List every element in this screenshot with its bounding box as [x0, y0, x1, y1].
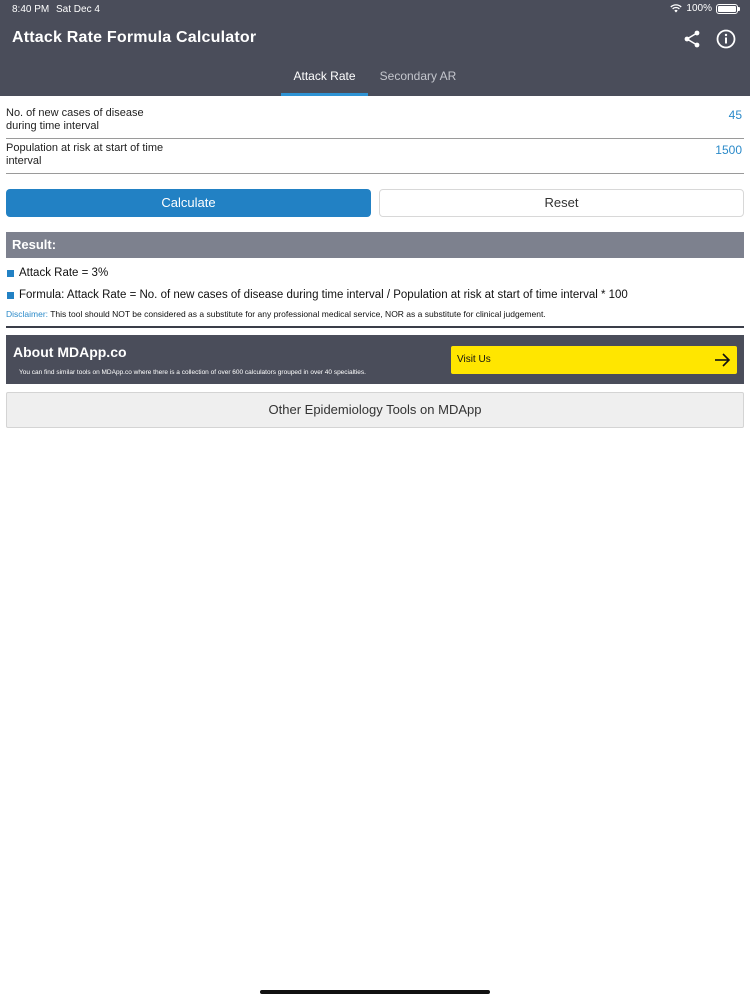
share-icon — [682, 29, 702, 49]
info-button[interactable] — [715, 28, 737, 50]
about-text: You can find similar tools on MDApp.co where there is a collection of over 600 calculators grouped in over 40 specialties. — [19, 369, 366, 376]
tab-secondary-ar[interactable]: Secondary AR — [379, 69, 457, 83]
status-indicators — [670, 3, 738, 14]
population-input[interactable] — [542, 143, 742, 157]
new-cases-label: No. of new cases of disease during time interval — [6, 107, 144, 132]
bullet-icon — [7, 270, 14, 277]
bullet-icon — [7, 292, 14, 299]
arrow-right-icon — [713, 352, 731, 368]
population-row — [6, 139, 744, 174]
result-line-attack-rate — [7, 267, 108, 279]
calculate-button[interactable]: Calculate — [6, 189, 371, 217]
status-bar — [0, 0, 750, 18]
result-line-formula — [7, 289, 628, 301]
attack-rate-result: Attack Rate = 3% — [19, 267, 109, 279]
disclaimer — [6, 309, 546, 319]
share-button[interactable] — [682, 29, 702, 49]
battery-percent: 100% — [686, 3, 712, 14]
battery-icon — [716, 4, 738, 14]
disclaimer-label: Disclaimer: — [6, 309, 49, 319]
divider — [6, 326, 744, 328]
reset-button[interactable]: Reset — [379, 189, 744, 217]
new-cases-row — [6, 104, 744, 139]
new-cases-input[interactable] — [542, 108, 742, 122]
disclaimer-text: This tool should NOT be considered as a substitute for any professional medical service, NOR as a substitute for clinical judgement. — [48, 309, 546, 319]
app-header — [0, 0, 750, 96]
visit-us-label: Visit Us — [457, 354, 491, 365]
about-banner — [6, 335, 744, 384]
status-time: 8:40 PM — [12, 4, 50, 15]
home-indicator[interactable] — [260, 990, 490, 994]
wifi-icon — [670, 4, 682, 13]
other-epidemiology-tools-button[interactable]: Other Epidemiology Tools on MDApp — [6, 392, 744, 428]
result-header: Result: — [6, 232, 744, 258]
population-label: Population at risk at start of time interval — [6, 142, 164, 167]
formula-text: Formula: Attack Rate = No. of new cases of disease during time interval / Population at risk at start of time interval * 100 — [19, 289, 628, 301]
info-icon — [715, 28, 737, 50]
status-date: Sat Dec 4 — [56, 4, 100, 15]
page-title: Attack Rate Formula Calculator — [12, 29, 257, 46]
visit-us-button[interactable] — [451, 346, 737, 374]
about-title: About MDApp.co — [13, 344, 127, 360]
tab-attack-rate[interactable]: Attack Rate — [281, 58, 368, 96]
